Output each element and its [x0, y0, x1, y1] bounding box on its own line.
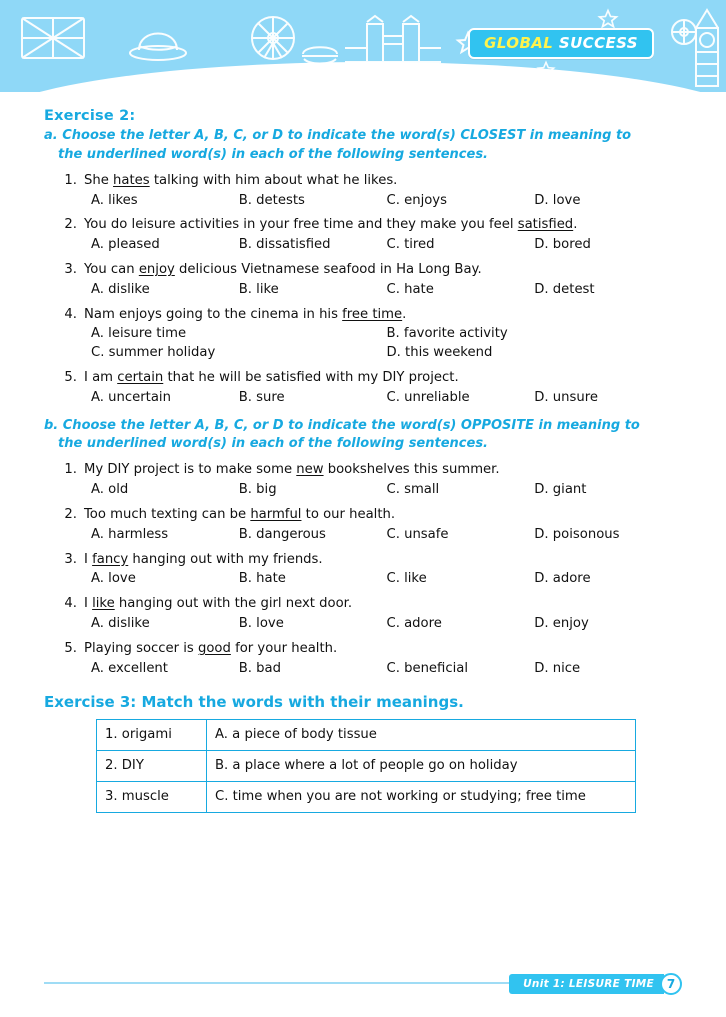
answer-options [44, 660, 682, 678]
answer-options [44, 325, 682, 343]
question-text [84, 261, 682, 279]
question-number: 3. [64, 261, 77, 277]
option-a[interactable]: A. dislike [91, 616, 150, 631]
question-underlined: new [296, 462, 324, 478]
question-number: 2. [64, 506, 77, 522]
table-row [97, 720, 636, 751]
table-row [97, 751, 636, 782]
question-item [44, 216, 682, 234]
table-cell-word[interactable]: 1. origami [97, 720, 207, 751]
question-underlined: free time [342, 306, 403, 322]
answer-options [44, 389, 682, 407]
question-item [44, 595, 682, 613]
answer-options [44, 344, 682, 362]
option-c[interactable]: C. small [386, 482, 440, 498]
page-content [0, 92, 726, 813]
question-post: delicious Vietnamese seafood in Ha Long Bay. [174, 261, 482, 277]
matching-table [96, 719, 636, 813]
question-number: 4. [64, 596, 77, 612]
question-item [44, 551, 682, 569]
option-a[interactable]: A. old [91, 482, 129, 498]
option-a[interactable]: A. love [91, 571, 136, 587]
option-d[interactable]: D. nice [534, 660, 581, 676]
option-d[interactable]: D. love [534, 192, 581, 208]
option-a[interactable]: A. pleased [91, 237, 160, 253]
question-underlined: hates [113, 172, 150, 188]
question-underlined: enjoy [138, 261, 175, 277]
question-underlined: like [92, 596, 115, 612]
star-icon [597, 8, 619, 30]
option-b[interactable]: B. love [238, 616, 284, 631]
question-item [44, 461, 682, 479]
question-post: for your health. [230, 640, 338, 656]
option-c[interactable]: C. unreliable [386, 389, 470, 405]
option-b[interactable]: B. favorite activity [386, 326, 508, 342]
option-a[interactable]: A. leisure time [91, 326, 187, 342]
option-c[interactable]: C. enjoys [386, 192, 447, 208]
option-d[interactable]: D. bored [534, 237, 591, 253]
question-pre: Nam enjoys going to the cinema in his [84, 306, 343, 322]
option-c[interactable]: C. beneficial [386, 660, 469, 676]
option-b[interactable]: B. big [238, 482, 277, 498]
question-pre: I [84, 551, 93, 567]
question-post: hanging out with my friends. [128, 551, 323, 567]
option-d[interactable]: D. unsure [534, 389, 598, 405]
option-d[interactable]: D. enjoy [534, 616, 589, 631]
question-underlined: satisfied [517, 217, 574, 233]
exercise2-part-b-instruction [44, 417, 682, 455]
question-underlined: fancy [92, 551, 129, 567]
question-number: 5. [64, 370, 77, 385]
question-item [44, 172, 682, 190]
answer-options [44, 192, 682, 210]
answer-options [44, 236, 682, 254]
instruction-line-1: b. Choose the letter A, B, C, or D to indicate the word(s) OPPOSITE in meaning to [44, 417, 640, 433]
table-cell-word[interactable]: 2. DIY [97, 751, 207, 782]
big-ben-icon [690, 4, 726, 88]
header-wave-front [0, 62, 726, 92]
question-underlined: good [197, 640, 231, 656]
instruction-line-2: the underlined word(s) in each of the following sentences. [58, 436, 488, 452]
question-underlined: certain [117, 370, 164, 385]
question-number: 1. [64, 462, 77, 478]
option-d[interactable]: D. this weekend [386, 345, 493, 361]
question-post: bookshelves this summer. [323, 462, 500, 478]
question-pre: You do leisure activities in your free time and they make you feel [84, 217, 518, 233]
exercise2-title: Exercise 2: [44, 108, 136, 124]
option-b[interactable]: B. dangerous [238, 526, 326, 542]
question-text [84, 369, 682, 387]
option-c[interactable]: C. tired [386, 237, 435, 253]
question-post: . [573, 217, 578, 233]
option-a[interactable]: A. excellent [91, 660, 168, 676]
question-text [84, 595, 682, 613]
question-text [84, 306, 682, 324]
question-number: 1. [64, 172, 77, 188]
option-d[interactable]: D. giant [534, 482, 587, 498]
answer-options [44, 281, 682, 299]
question-text [84, 506, 682, 524]
option-b[interactable]: B. bad [238, 660, 282, 676]
uk-flag-icon [18, 14, 90, 66]
question-text [84, 551, 682, 569]
table-cell-meaning[interactable]: C. time when you are not working or studying; free time [207, 782, 636, 813]
question-number: 5. [64, 640, 77, 656]
table-cell-meaning[interactable]: A. a piece of body tissue [207, 720, 636, 751]
question-pre: I am [84, 370, 118, 385]
spacer [44, 407, 682, 417]
question-post: to our health. [301, 506, 396, 522]
option-d[interactable]: D. poisonous [534, 526, 620, 542]
question-post: hanging out with the girl next door. [114, 596, 353, 612]
question-number: 2. [64, 217, 77, 233]
question-text [84, 216, 682, 234]
answer-options [44, 570, 682, 588]
instruction-line-1: a. Choose the letter A, B, C, or D to indicate the word(s) CLOSEST in meaning to [44, 128, 632, 143]
brand-word-global: GLOBAL [484, 34, 554, 52]
option-c[interactable]: C. hate [386, 281, 434, 297]
footer-bar [509, 973, 682, 995]
table-cell-meaning[interactable]: B. a place where a lot of people go on holiday [207, 751, 636, 782]
table-row [97, 782, 636, 813]
question-pre: Too much texting can be [84, 506, 251, 522]
option-c[interactable]: C. like [386, 571, 427, 587]
brand-badge [468, 28, 654, 59]
question-pre: She [84, 172, 114, 188]
question-text [84, 640, 682, 658]
page-number: 7 [660, 973, 682, 995]
table-cell-word[interactable]: 3. muscle [97, 782, 207, 813]
option-c[interactable]: C. summer holiday [91, 345, 216, 361]
question-number: 3. [64, 551, 77, 567]
option-b[interactable]: B. hate [238, 571, 286, 587]
option-d[interactable]: D. adore [534, 571, 591, 587]
option-b[interactable]: B. like [238, 281, 279, 297]
hat-icon [125, 18, 195, 68]
question-item [44, 369, 682, 387]
question-pre: My DIY project is to make some [84, 462, 297, 478]
question-item [44, 261, 682, 279]
page-header-banner [0, 0, 726, 92]
option-b[interactable]: B. dissatisfied [238, 237, 331, 253]
question-text [84, 461, 682, 479]
brand-word-success: SUCCESS [558, 34, 638, 52]
answer-options [44, 615, 682, 633]
answer-options [44, 526, 682, 544]
option-a[interactable]: A. likes [91, 192, 138, 208]
option-b[interactable]: B. sure [238, 389, 285, 405]
answer-options [44, 481, 682, 499]
instruction-line-2: the underlined word(s) in each of the following sentences. [58, 146, 488, 162]
option-d[interactable]: D. detest [534, 281, 595, 297]
question-text [84, 172, 682, 190]
question-number: 4. [64, 306, 77, 322]
option-c[interactable]: C. unsafe [386, 526, 449, 542]
option-a[interactable]: A. dislike [91, 281, 150, 297]
option-a[interactable]: A. harmless [91, 526, 169, 542]
footer-unit-label: Unit 1: LEISURE TIME [509, 974, 664, 994]
question-item [44, 306, 682, 324]
page-footer [0, 971, 726, 1017]
question-underlined: harmful [250, 506, 302, 522]
exercise2-part-a-instruction [44, 127, 682, 165]
question-post: talking with him about what he likes. [149, 172, 398, 188]
option-a[interactable]: A. uncertain [91, 389, 171, 405]
question-item [44, 640, 682, 658]
question-pre: Playing soccer is [84, 640, 198, 656]
question-post: that he will be satisfied with my DIY project. [163, 370, 459, 385]
question-pre: I [84, 596, 93, 612]
option-c[interactable]: C. adore [386, 616, 442, 631]
question-pre: You can [84, 261, 139, 277]
question-item [44, 506, 682, 524]
question-post: . [402, 306, 407, 322]
option-b[interactable]: B. detests [238, 192, 305, 208]
exercise3-title: Exercise 3: Match the words with their meanings. [44, 693, 464, 712]
